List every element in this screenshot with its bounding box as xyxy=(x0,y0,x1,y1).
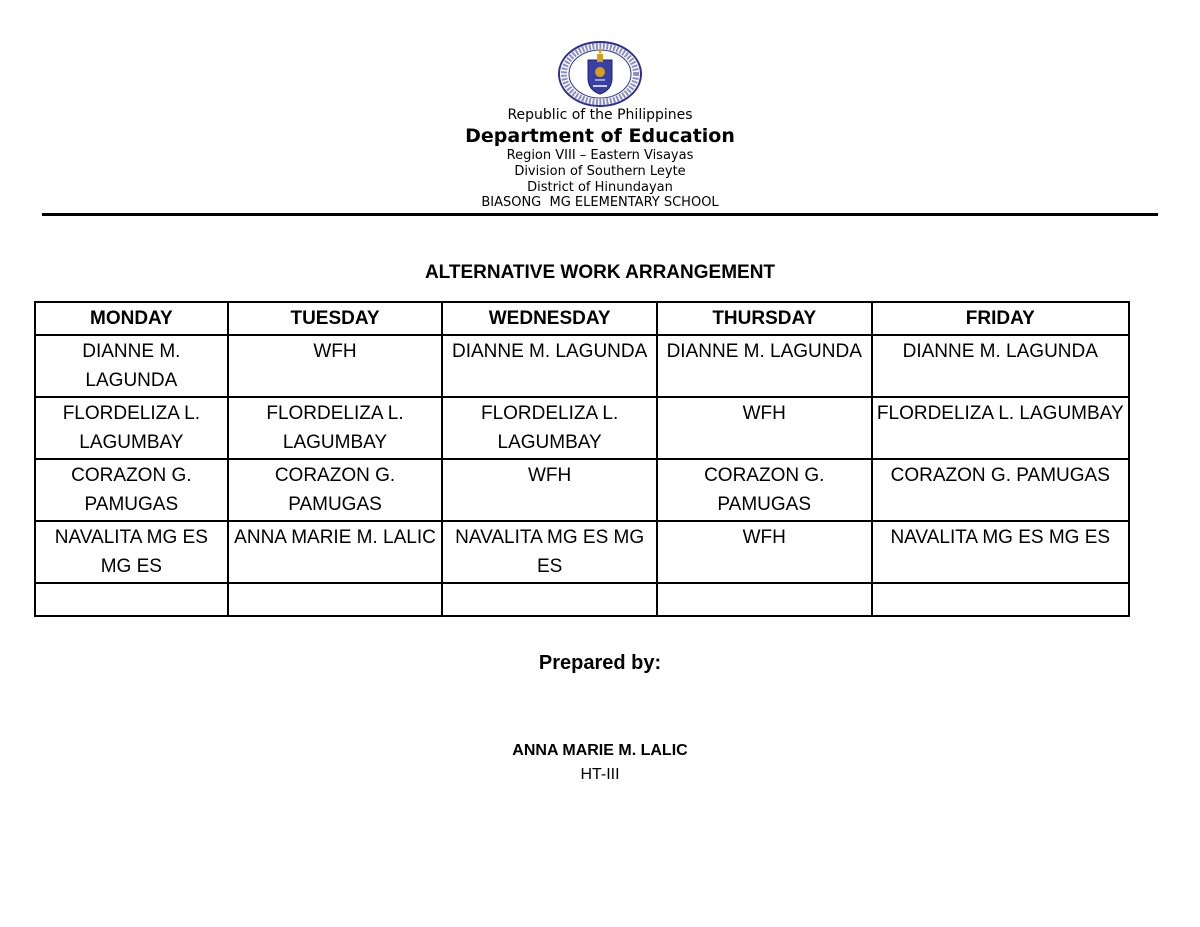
signatory-name: ANNA MARIE M. LALIC xyxy=(512,742,688,759)
table-cell: DIANNE M. LAGUNDA xyxy=(872,335,1129,397)
table-row xyxy=(35,459,1129,521)
column-header-monday: MONDAY xyxy=(35,302,228,335)
table-cell: WFH xyxy=(657,521,872,583)
table-cell: DIANNE M. LAGUNDA xyxy=(657,335,872,397)
table-cell: WFH xyxy=(228,335,443,397)
table-cell xyxy=(228,583,443,616)
table-row xyxy=(35,397,1129,459)
signatory-position: HT-III xyxy=(580,766,620,783)
column-header-friday: FRIDAY xyxy=(872,302,1129,335)
table-cell: CORAZON G. PAMUGAS xyxy=(228,459,443,521)
table-row-empty xyxy=(35,583,1129,616)
table-cell: ANNA MARIE M. LALIC xyxy=(228,521,443,583)
school-name: BIASONG MG ELEMENTARY SCHOOL xyxy=(481,195,719,210)
department-name: Department of Education xyxy=(465,125,735,147)
table-row xyxy=(35,335,1129,397)
table-cell: FLORDELIZA L. LAGUMBAY xyxy=(872,397,1129,459)
table-cell: DIANNE M. LAGUNDA xyxy=(35,335,228,397)
document-title: ALTERNATIVE WORK ARRANGEMENT xyxy=(424,262,776,283)
division-line: Division of Southern Leyte xyxy=(514,164,686,179)
table-header-row xyxy=(35,302,1129,335)
table-cell: NAVALITA MG ES MG ES xyxy=(872,521,1129,583)
table-cell: CORAZON G. PAMUGAS xyxy=(35,459,228,521)
table-cell xyxy=(442,583,657,616)
table-cell: FLORDELIZA L. LAGUMBAY xyxy=(35,397,228,459)
republic-line: Republic of the Philippines xyxy=(507,107,693,123)
schedule-table xyxy=(34,301,1130,617)
letterhead xyxy=(0,106,1200,210)
table-row xyxy=(35,521,1129,583)
column-header-tuesday: TUESDAY xyxy=(228,302,443,335)
region-line: Region VIII – Eastern Visayas xyxy=(506,148,694,163)
table-cell: DIANNE M. LAGUNDA xyxy=(442,335,657,397)
table-cell xyxy=(35,583,228,616)
table-cell: FLORDELIZA L. LAGUMBAY xyxy=(442,397,657,459)
table-cell: FLORDELIZA L. LAGUMBAY xyxy=(228,397,443,459)
table-cell xyxy=(872,583,1129,616)
table-cell xyxy=(657,583,872,616)
column-header-thursday: THURSDAY xyxy=(657,302,872,335)
prepared-by-label: Prepared by: xyxy=(538,652,662,674)
table-cell: CORAZON G. PAMUGAS xyxy=(872,459,1129,521)
table-cell: CORAZON G. PAMUGAS xyxy=(657,459,872,521)
column-header-wednesday: WEDNESDAY xyxy=(442,302,657,335)
deped-seal-logo xyxy=(557,40,643,108)
table-cell: NAVALITA MG ES MG ES xyxy=(35,521,228,583)
table-cell: NAVALITA MG ES MG ES xyxy=(442,521,657,583)
table-cell: WFH xyxy=(657,397,872,459)
table-cell: WFH xyxy=(442,459,657,521)
header-divider xyxy=(42,213,1158,216)
district-line: District of Hinundayan xyxy=(527,180,673,195)
signatory-block xyxy=(0,739,1200,787)
